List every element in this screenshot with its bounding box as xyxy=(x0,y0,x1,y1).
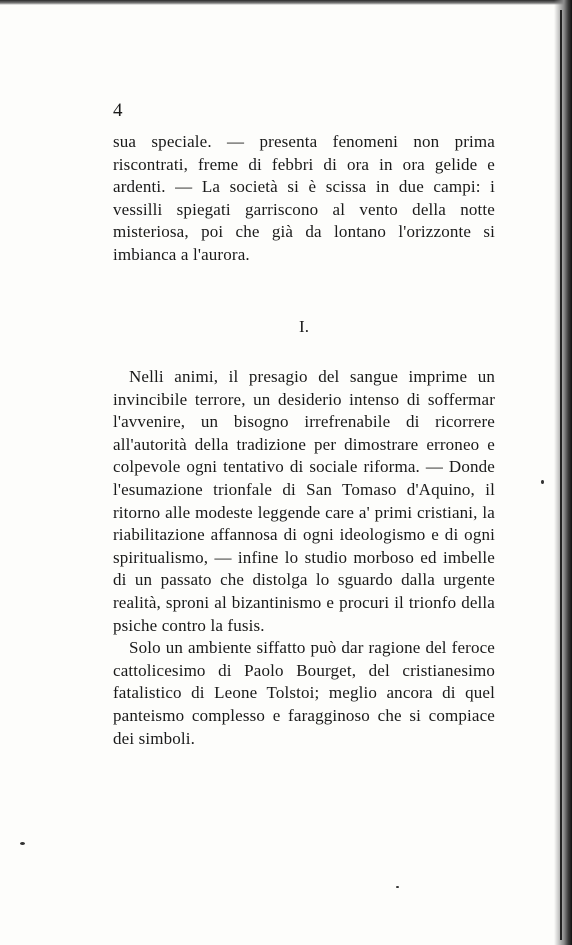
paragraph-1: Nelli animi, il presagio del sangue imprime un invincibile terrore, un desiderio intenso di soffermar l'avvenire, un bisogno irrefrenabile di ricorrere all'autorità della tradizione per dimostrare erroneo e colpevole ogni tentativo di sociale riforma. — Donde l'esumazione trionfale di San Tomaso d'Aquino, il ritorno alle modeste leggende care a' primi cristiani, la riabilitazione affannosa di ogni ideologismo e di ogni spiritualismo, — infine lo studio morboso ed imbelle di un passato che distolga lo sguardo dalla urgente realità, sproni al bizantinismo e procuri il trionfo della psiche contro la fusis. xyxy=(113,367,495,635)
continued-paragraph xyxy=(113,131,495,267)
paragraph-text: sua speciale. — presenta fenomeni non prima riscontrati, freme di febbri di ora in ora gelide e ardenti. — La società si è scissa in due campi: i vessilli spiegati garriscono al vento della notte misteriosa, poi che già da lontano l'orizzonte si imbianca a l'aurora. xyxy=(113,132,495,264)
paper-speck xyxy=(541,480,544,484)
paper-speck xyxy=(396,886,399,888)
paragraph-2: Solo un ambiente siffatto può dar ragione del feroce cattolicesimo di Paolo Bourget, del cristianesimo fatalistico di Leone Tolstoi; meglio ancora di quel panteismo complesso e faragginoso che si compiace dei simboli. xyxy=(113,638,495,748)
section-body xyxy=(113,366,495,750)
page-edge-line xyxy=(560,10,562,940)
paper-speck xyxy=(20,842,25,845)
page-binding-shadow xyxy=(554,0,572,945)
page-number: 4 xyxy=(113,100,123,121)
page-top-shadow xyxy=(0,0,572,5)
section-heading: I. xyxy=(299,317,309,336)
